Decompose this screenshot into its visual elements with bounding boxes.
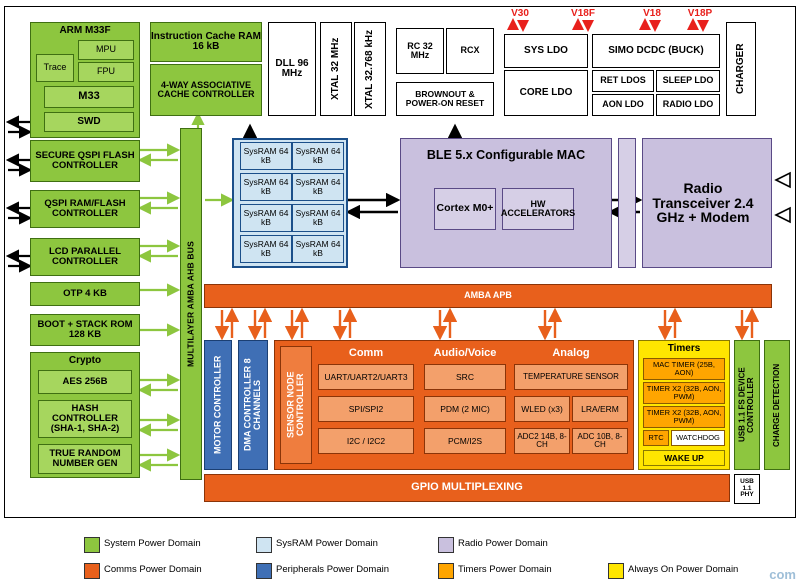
comm-title: Comm [348,347,384,360]
instruction-cache-ram [150,22,262,62]
legend-swatch-peripherals [256,563,272,579]
charge-detection: CHARGE DETECTION [764,340,790,470]
legend-label-always-on: Always On Power Domain [628,564,739,575]
comm-i2c: I2C / I2C2 [318,428,414,454]
legend-swatch-always-on [608,563,624,579]
rc-32mhz: RC 32 MHz [396,28,444,74]
audio-title: Audio/Voice [433,347,497,360]
charger: CHARGER [726,22,756,116]
audio-pcm-i2s: PCM/I2S [424,428,506,454]
sensor-node-controller: SENSOR NODE CONTROLLER [280,346,312,464]
motor-controller: MOTOR CONTROLLER [204,340,232,470]
audio-pdm: PDM (2 MIC) [424,396,506,422]
usb-phy: USB 1.1 PHY [734,474,760,504]
analog-title: Analog [552,347,590,360]
sysram-bank: SysRAM 64 kB [292,173,344,201]
cpu-title: ARM M33F [59,24,111,36]
ble-hw-accelerators: HW ACCELERATORS [502,188,574,230]
cpu-trace: Trace [36,54,74,82]
rail-label-v18p: V18P [687,7,713,19]
legend-swatch-comms [84,563,100,579]
timer-x2-a: TIMER X2 (32B, AON, PWM) [643,382,725,404]
analog-lra-erm: LRA/ERM [572,396,628,422]
aon-ldo: AON LDO [592,94,654,116]
sysram-bank: SysRAM 64 kB [292,142,344,170]
usb-device-controller: USB 1.1 FS DEVICE CONTROLLER [734,340,760,470]
xtal-32mhz: XTAL 32 MHz [320,22,352,116]
ret-ldos: RET LDOS [592,70,654,92]
sysram-bank: SysRAM 64 kB [292,204,344,232]
cpu-swd: SWD [44,112,134,132]
comm-spi: SPI/SPI2 [318,396,414,422]
timer-mac: MAC TIMER (25B, AON) [643,358,725,380]
analog-adc: ADC 10B, 8-CH [572,428,628,454]
secure-qspi-flash-controller: SECURE QSPI FLASH CONTROLLER [30,140,140,182]
legend-swatch-timers [438,563,454,579]
cpu-mpu: MPU [78,40,134,60]
brownout-por: BROWNOUT & POWER-ON RESET [396,82,494,116]
watermark: com [769,567,796,582]
legend-label-peripherals: Peripherals Power Domain [276,564,389,575]
wake-up-block: WAKE UP [643,450,725,466]
sysram-bank: SysRAM 64 kB [240,204,292,232]
legend-label-system: System Power Domain [104,538,201,549]
qspi-ram-flash-controller: QSPI RAM/FLASH CONTROLLER [30,190,140,228]
radio-ldo: RADIO LDO [656,94,720,116]
rail-label-v18f: V18F [571,7,595,19]
analog-adc2: ADC2 14B, 8-CH [514,428,570,454]
radio-side-bar [618,138,636,268]
sys-ldo: SYS LDO [504,34,588,68]
crypto-hash: HASH CONTROLLER (SHA-1, SHA-2) [38,400,132,438]
legend-swatch-radio [438,537,454,553]
sysram-bank: SysRAM 64 kB [240,173,292,201]
boot-stack-rom: BOOT + STACK ROM 128 KB [30,314,140,346]
audio-src: SRC [424,364,506,390]
legend-swatch-system [84,537,100,553]
lcd-parallel-controller: LCD PARALLEL CONTROLLER [30,238,140,276]
timer-x2-b: TIMER X2 (32B, AON, PWM) [643,406,725,428]
comm-uart: UART/UART2/UART3 [318,364,414,390]
crypto-title: Crypto [68,354,102,366]
gpio-multiplexing: GPIO MULTIPLEXING [204,474,730,502]
dma-controller: DMA CONTROLLER 8 CHANNELS [238,340,268,470]
legend-swatch-sysram [256,537,272,553]
core-ldo: CORE LDO [504,70,588,116]
xtal-32768khz: XTAL 32.768 kHz [354,22,386,116]
rtc-block: RTC [643,430,669,446]
legend-label-sysram: SysRAM Power Domain [276,538,378,549]
cpu-fpu: FPU [78,62,134,82]
radio-transceiver: Radio Transceiver 2.4 GHz + Modem [642,138,772,268]
crypto-aes: AES 256B [38,370,132,394]
dll-block: DLL 96 MHz [268,22,316,116]
cache-controller: 4-WAY ASSOCIATIVE CACHE CONTROLLER [150,64,262,116]
crypto-trng: TRUE RANDOM NUMBER GEN [38,444,132,474]
sysram-bank: SysRAM 64 kB [292,235,344,263]
sysram-bank: SysRAM 64 kB [240,235,292,263]
ble-mac-title: BLE 5.x Configurable MAC [426,148,586,163]
timers-title: Timers [667,342,701,354]
rail-label-v30: V30 [511,7,529,19]
ble-cortex-m0: Cortex M0+ [434,188,496,230]
legend-label-comms: Comms Power Domain [104,564,202,575]
rcx: RCX [446,28,494,74]
rail-label-v18: V18 [643,7,661,19]
analog-temp-sensor: TEMPERATURE SENSOR [514,364,628,390]
sleep-ldo: SLEEP LDO [656,70,720,92]
ahb-bus: MULTILAYER AMBA AHB BUS [180,128,202,480]
legend-label-timers: Timers Power Domain [458,564,552,575]
analog-wled: WLED (x3) [514,396,570,422]
legend-label-radio: Radio Power Domain [458,538,548,549]
apb-bus: AMBA APB [204,284,772,308]
otp-block: OTP 4 KB [30,282,140,306]
instruction-cache-ram-label: Instruction Cache RAM 16 kB [151,30,262,52]
simo-dcdc: SIMO DCDC (BUCK) [592,34,720,68]
watchdog-block: WATCHDOG [671,430,725,446]
sysram-bank: SysRAM 64 kB [240,142,292,170]
cpu-m33: M33 [44,86,134,108]
